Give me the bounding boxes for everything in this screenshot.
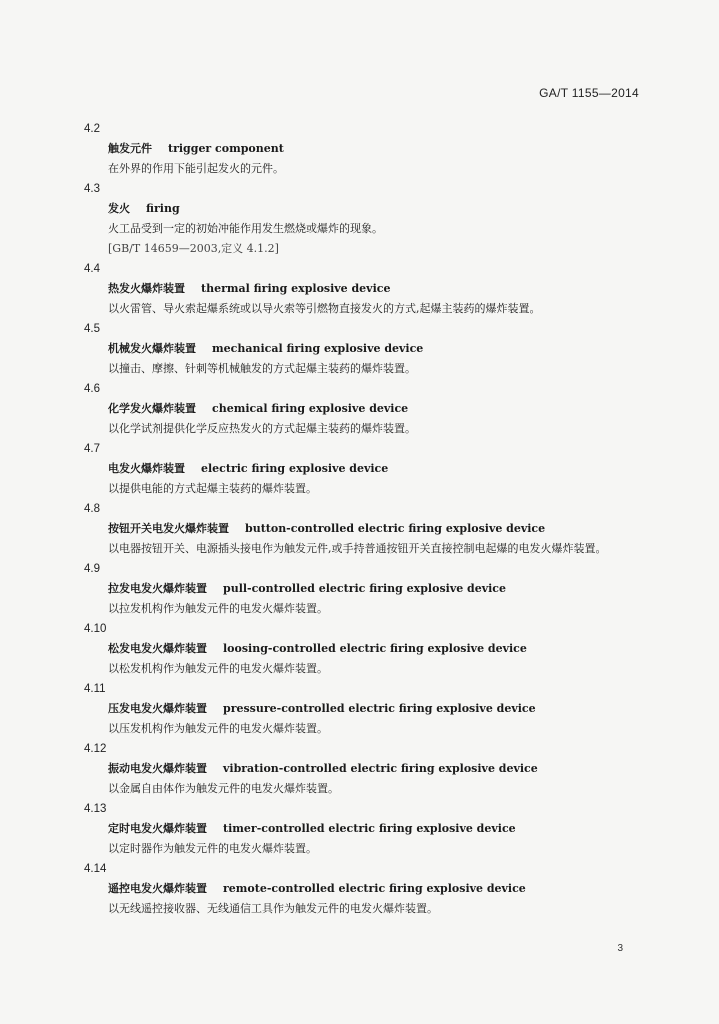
term-heading <box>84 639 644 659</box>
term-chinese: 定时电发火爆炸装置 <box>108 822 207 835</box>
term-entry-4-10 <box>84 619 644 679</box>
term-definition: 以电器按钮开关、电源插头接电作为触发元件,或手持普通按钮开关直接控制电起爆的电发火爆炸装置。 <box>108 542 607 555</box>
term-heading <box>84 459 644 479</box>
term-entry-4-12 <box>84 739 644 799</box>
clause-number: 4.2 <box>84 123 100 135</box>
term-chinese: 机械发火爆炸装置 <box>108 342 196 355</box>
clause-number: 4.10 <box>84 623 107 635</box>
term-heading <box>84 879 644 899</box>
term-english: loosing-controlled electric firing explosive device <box>223 642 527 655</box>
clause-number: 4.13 <box>84 803 107 815</box>
clause-number: 4.14 <box>84 863 107 875</box>
term-entry-4-7 <box>84 439 644 499</box>
term-entry-4-2 <box>84 119 644 179</box>
clause-number: 4.11 <box>84 683 106 695</box>
term-heading <box>84 699 644 719</box>
term-heading <box>84 339 644 359</box>
term-definition: 以金属自由体作为触发元件的电发火爆炸装置。 <box>108 782 339 795</box>
term-definition: 以化学试剂提供化学反应热发火的方式起爆主装药的爆炸装置。 <box>108 422 416 435</box>
clause-number: 4.5 <box>84 323 100 335</box>
term-entry-4-9 <box>84 559 644 619</box>
term-heading <box>84 279 644 299</box>
term-english: pull-controlled electric firing explosive device <box>223 582 506 595</box>
term-entry-4-11 <box>84 679 644 739</box>
term-chinese: 按钮开关电发火爆炸装置 <box>108 522 229 535</box>
term-definition: 以提供电能的方式起爆主装药的爆炸装置。 <box>108 482 317 495</box>
term-definition: 火工品受到一定的初始冲能作用发生燃烧或爆炸的现象。 <box>108 222 383 235</box>
term-english: timer-controlled electric firing explosive device <box>223 822 516 835</box>
term-definition: 以火雷管、导火索起爆系统或以导火索等引燃物直接发火的方式,起爆主装药的爆炸装置。 <box>108 302 541 315</box>
term-english: electric firing explosive device <box>201 462 389 475</box>
term-definition: 以撞击、摩擦、针刺等机械触发的方式起爆主装药的爆炸装置。 <box>108 362 416 375</box>
term-english: mechanical firing explosive device <box>212 342 424 355</box>
term-english: vibration-controlled electric firing explosive device <box>223 762 538 775</box>
term-english: button-controlled electric firing explosive device <box>245 522 546 535</box>
term-entry-4-5 <box>84 319 644 379</box>
term-definition: 以松发机构作为触发元件的电发火爆炸装置。 <box>108 662 328 675</box>
term-chinese: 电发火爆炸装置 <box>108 462 185 475</box>
term-english: remote-controlled electric firing explosive device <box>223 882 526 895</box>
term-reference: [GB/T 14659—2003,定义 4.1.2] <box>108 242 279 255</box>
term-english: pressure-controlled electric firing explosive device <box>223 702 536 715</box>
term-entry-4-13 <box>84 799 644 859</box>
term-english: trigger component <box>168 142 284 155</box>
term-definition: 以拉发机构作为触发元件的电发火爆炸装置。 <box>108 602 328 615</box>
document-id-header: GA/T 1155—2014 <box>539 86 639 100</box>
term-chinese: 触发元件 <box>108 142 152 155</box>
term-entry-4-6 <box>84 379 644 439</box>
clause-number: 4.4 <box>84 263 100 275</box>
clause-number: 4.7 <box>84 443 100 455</box>
clause-number: 4.12 <box>84 743 107 755</box>
term-heading <box>84 819 644 839</box>
term-definition: 在外界的作用下能引起发火的元件。 <box>108 162 284 175</box>
term-entry-4-8 <box>84 499 644 559</box>
term-english: chemical firing explosive device <box>212 402 409 415</box>
clause-number: 4.6 <box>84 383 100 395</box>
term-entry-4-3 <box>84 179 644 259</box>
term-chinese: 压发电发火爆炸装置 <box>108 702 207 715</box>
term-entry-4-4 <box>84 259 644 319</box>
term-chinese: 振动电发火爆炸装置 <box>108 762 207 775</box>
clause-number: 4.3 <box>84 183 100 195</box>
term-english: firing <box>146 202 180 215</box>
term-heading <box>84 399 644 419</box>
term-chinese: 松发电发火爆炸装置 <box>108 642 207 655</box>
term-heading <box>84 519 644 539</box>
term-heading <box>84 759 644 779</box>
term-definition: 以无线遥控接收器、无线通信工具作为触发元件的电发火爆炸装置。 <box>108 902 438 915</box>
term-definition: 以定时器作为触发元件的电发火爆炸装置。 <box>108 842 317 855</box>
term-chinese: 化学发火爆炸装置 <box>108 402 196 415</box>
term-heading <box>84 139 644 159</box>
term-definition: 以压发机构作为触发元件的电发火爆炸装置。 <box>108 722 328 735</box>
term-chinese: 发火 <box>108 202 130 215</box>
terms-content <box>84 119 644 919</box>
term-english: thermal firing explosive device <box>201 282 391 295</box>
term-heading <box>84 199 644 219</box>
term-chinese: 拉发电发火爆炸装置 <box>108 582 207 595</box>
page-number: 3 <box>617 943 623 954</box>
term-entry-4-14 <box>84 859 644 919</box>
term-chinese: 热发火爆炸装置 <box>108 282 185 295</box>
clause-number: 4.9 <box>84 563 100 575</box>
clause-number: 4.8 <box>84 503 100 515</box>
term-heading <box>84 579 644 599</box>
term-chinese: 遥控电发火爆炸装置 <box>108 882 207 895</box>
